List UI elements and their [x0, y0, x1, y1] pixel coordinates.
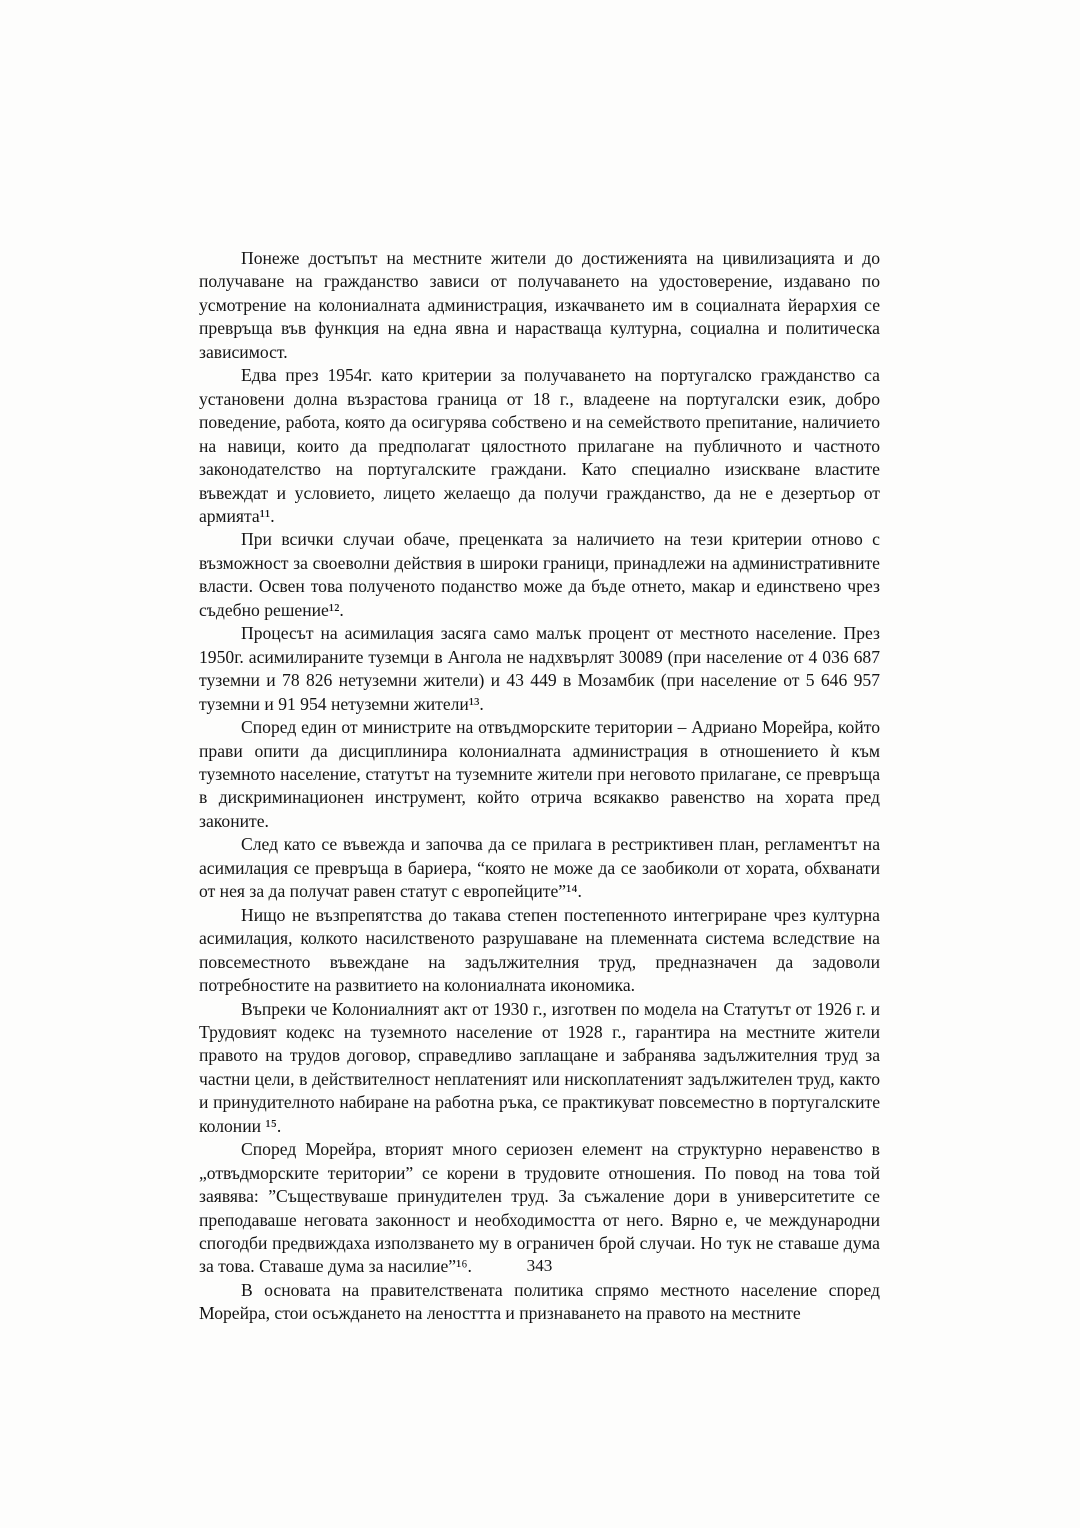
- paragraph-1: Понеже достъпът на местните жители до достиженията на цивилизацията и до получаване на гражданство зависи от получаването на удостоверение, издавано по усмотрение на колониалната администрация, изкачването им в социалната йерархия се превръща във функция на една явна и нарастваща културна, социална и политическа зависимост.: [199, 248, 880, 362]
- paragraph-9: Според Морейра, вторият много сериозен елемент на структурно неравенство в „отвъдморските територии” се корени в трудовите отношения. По повод на това той заявява: ”Съществуваше принудителен труд. За съжаление дори в университетите се преподаваше неговата законност и необходимостта от него. Вярно е, че международни спогодби предвиждаха използването му в ограничен брой случаи. Но тук не ставаше дума за това. Ставаше дума за насилие”¹⁶.: [199, 1139, 880, 1277]
- paragraph-5: Според един от министрите на отвъдморските територии – Адриано Морейра, който прави опити да дисциплинира колониалната администрация в отношението ѝ към туземното население, статутът на туземните жители при неговото прилагане, се превръща в дискриминационен инструмент, който отрича всякакво равенство на хората пред законите.: [199, 717, 880, 831]
- paragraph-10: В основата на правителствената политика спрямо местното население според Морейра, стои осъждането на леносттта и признаването на правото на местните: [199, 1279, 880, 1324]
- paragraph-3: При всички случаи обаче, преценката за наличието на тези критерии отново с възможност за своеволни действия в широки граници, принадлежи на административните власти. Освен това полученото поданство може да бъде отнето, макар и единствено чрез съдебно решение¹².: [199, 529, 880, 620]
- paragraph-2: Едва през 1954г. като критерии за получаването на португалско гражданство са установени долна възрастова граница от 18 г., владеене на португалски език, добро поведение, работа, която да осигурява собствено и на семейството препитание, наличието на навици, които да предполагат цялостното прилагане на публичното и частното законодателство на португалските граждани. Като специално изискване властите въвеждат и условието, лицето желаещо да получи гражданство, да не е дезертьор от армията¹¹.: [199, 365, 880, 526]
- paragraph-4: Процесът на асимилация засяга само малък процент от местното население. През 1950г. асимилираните туземци в Ангола не надхвърлят 30089 (при население от 4 036 687 туземни и 78 826 нетуземни жители) и 43 449 в Мозамбик (при население от 5 646 957 туземни и 91 954 нетуземни жители¹³.: [199, 623, 880, 714]
- page-number: 343: [526, 1256, 553, 1275]
- document-body: [199, 247, 880, 1326]
- paragraph-8: Въпреки че Колониалният акт от 1930 г., изготвен по модела на Статутът от 1926 г. и Трудовият кодекс на туземното население от 1928 г., гарантира на местните жители правото на трудов договор, справедливо заплащане и забранява задължителния труд за частни цели, в действителност неплатеният или нископлатеният задължителен труд, както и принудителното набиране на работна ръка, се практикуват повсеместно в португалските колонии ¹⁵.: [199, 998, 880, 1136]
- paragraph-7: Нищо не възпрепятства до такава степен постепенното интегриране чрез културна асимилация, колкото насилственото разрушаване на племенната система вследствие на повсеместното въвеждане на задължителния труд, предназначен да задоволи потребностите на развитието на колониалната икономика.: [199, 904, 880, 996]
- paragraph-6: След като се въвежда и започва да се прилага в рестриктивен план, регламентът на асимилация се превръща в бариера, “която не може да се заобиколи от хората, обхванати от нея за да получат равен статут с европейците”¹⁴.: [199, 834, 880, 902]
